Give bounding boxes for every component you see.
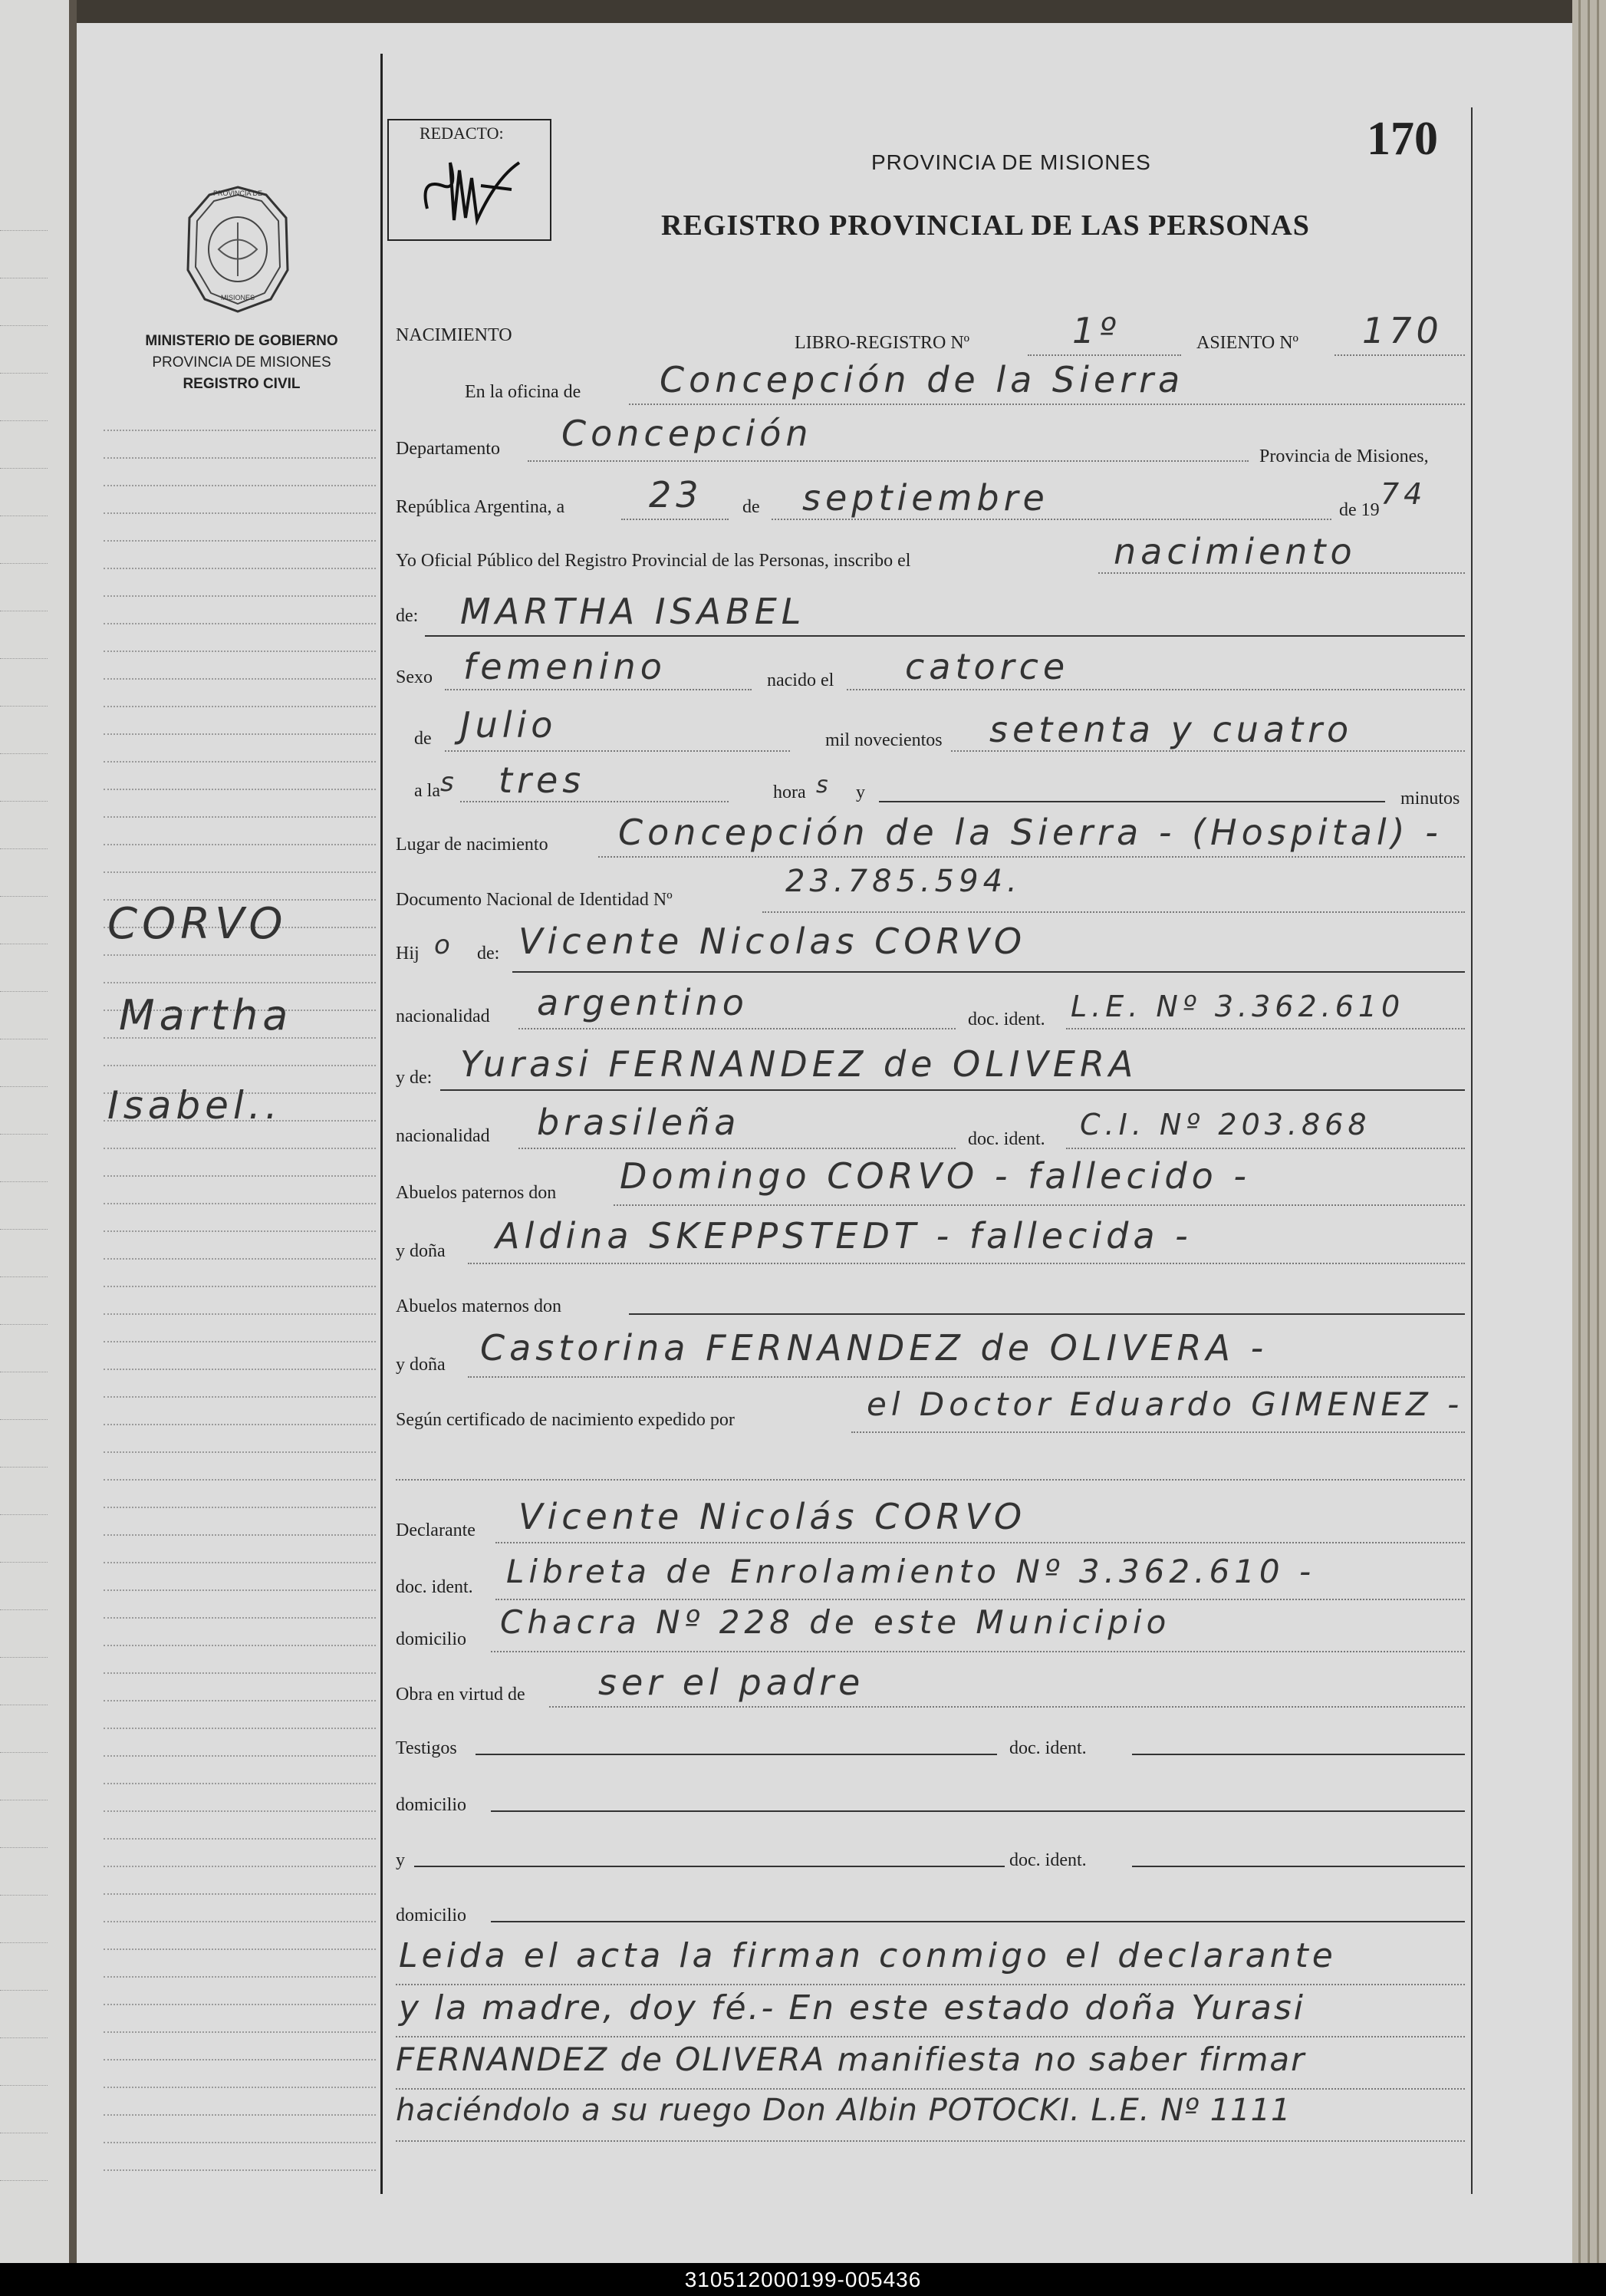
archive-bar bbox=[0, 2263, 1606, 2296]
left-page-ruled-line bbox=[0, 1086, 48, 1087]
value-anio: 74 bbox=[1381, 477, 1427, 511]
margin-ruled-line bbox=[104, 1976, 376, 1978]
value-hora-suffix: s bbox=[440, 767, 459, 798]
label-hora: hora bbox=[773, 782, 806, 802]
stamp-signature-icon bbox=[412, 147, 535, 232]
label-testigo2: y bbox=[396, 1850, 405, 1870]
left-page-ruled-line bbox=[0, 1562, 48, 1563]
margin-ruled-line bbox=[104, 816, 376, 818]
margin-ruled-line bbox=[104, 1562, 376, 1563]
value-declarante-doc: Libreta de Enrolamiento Nº 3.362.610 - bbox=[506, 1553, 1316, 1590]
label-nacido-el: nacido el bbox=[767, 670, 834, 690]
margin-ruled-line bbox=[104, 678, 376, 680]
value-acto: nacimiento bbox=[1114, 531, 1357, 572]
margin-ruled-line bbox=[104, 568, 376, 569]
margin-ruled-line bbox=[104, 1396, 376, 1398]
margin-ruled-line bbox=[104, 1921, 376, 1922]
margin-ruled-line bbox=[104, 1810, 376, 1812]
left-page-ruled-line bbox=[0, 1895, 48, 1896]
value-libro: 1º bbox=[1072, 310, 1121, 351]
label-de-nombre: de: bbox=[396, 606, 419, 626]
left-page-ruled-line bbox=[0, 1514, 48, 1515]
margin-ruled-line bbox=[104, 1534, 376, 1536]
margin-ruled-line bbox=[104, 512, 376, 514]
margin-ruled-line bbox=[104, 706, 376, 707]
left-page-ruled-line bbox=[0, 706, 48, 707]
label-nacionalidad-padre: nacionalidad bbox=[396, 1006, 490, 1026]
margin-ruled-line bbox=[104, 595, 376, 597]
margin-ruled-line bbox=[104, 430, 376, 431]
margin-ruled-line bbox=[104, 1313, 376, 1315]
margin-ruled-line bbox=[104, 457, 376, 459]
label-y-dona-materna: y doña bbox=[396, 1355, 446, 1375]
left-page-edge bbox=[0, 0, 69, 2263]
margin-ruled-line bbox=[104, 1341, 376, 1342]
value-asiento: 170 bbox=[1362, 310, 1443, 351]
margin-ruled-line bbox=[104, 1589, 376, 1591]
value-padre-nac: argentino bbox=[537, 982, 749, 1023]
value-padre-doc: L.E. Nº 3.362.610 bbox=[1071, 990, 1405, 1023]
label-yo-oficial: Yo Oficial Público del Registro Provincial de las Personas, inscribo el bbox=[396, 551, 911, 571]
margin-ruled-line bbox=[104, 1479, 376, 1481]
province-heading: PROVINCIA DE MISIONES bbox=[871, 150, 1151, 174]
margin-ruled-line bbox=[104, 1203, 376, 1204]
label-mil-novecientos: mil novecientos bbox=[825, 730, 943, 750]
label-declarante-doc: doc. ident. bbox=[396, 1577, 473, 1597]
left-page-ruled-line bbox=[0, 1419, 48, 1420]
left-page-ruled-line bbox=[0, 2037, 48, 2038]
margin-ruled-line bbox=[104, 761, 376, 763]
value-mes: septiembre bbox=[802, 477, 1049, 519]
margin-ruled-line bbox=[104, 1700, 376, 1701]
value-abuela-materna: Castorina FERNANDEZ de OLIVERA - bbox=[480, 1327, 1269, 1369]
label-lugar: Lugar de nacimiento bbox=[396, 835, 548, 855]
left-page-ruled-line bbox=[0, 1276, 48, 1277]
observation-line-3: FERNANDEZ de OLIVERA manifiesta no saber firmar bbox=[396, 2041, 1306, 2078]
page-number: 170 bbox=[1367, 113, 1438, 165]
value-abuelo-paterno: Domingo CORVO - fallecido - bbox=[620, 1155, 1251, 1197]
left-page-ruled-line bbox=[0, 1229, 48, 1230]
value-dia: 23 bbox=[649, 474, 703, 516]
margin-ruled-line bbox=[104, 1838, 376, 1840]
label-oficina: En la oficina de bbox=[465, 382, 581, 402]
margin-ruled-line bbox=[104, 623, 376, 624]
margin-ruled-line bbox=[104, 1286, 376, 1287]
margin-ruled-line bbox=[104, 1948, 376, 1950]
left-page-ruled-line bbox=[0, 658, 48, 659]
left-page-ruled-line bbox=[0, 1752, 48, 1753]
left-page-ruled-line bbox=[0, 1467, 48, 1468]
ministry-province: PROVINCIA DE MISIONES bbox=[152, 354, 331, 371]
value-madre: Yurasi FERNANDEZ de OLIVERA bbox=[460, 1043, 1138, 1085]
left-page-ruled-line bbox=[0, 1990, 48, 1991]
margin-ruled-line bbox=[104, 1451, 376, 1453]
value-hora-mark: s bbox=[816, 772, 833, 799]
margin-ruled-line bbox=[104, 1866, 376, 1867]
label-asiento: ASIENTO Nº bbox=[1196, 333, 1298, 353]
label-nacionalidad-madre: nacionalidad bbox=[396, 1126, 490, 1146]
redacto-stamp bbox=[387, 119, 551, 241]
value-certificado: el Doctor Eduardo GIMENEZ - bbox=[867, 1385, 1464, 1423]
label-testigo1-doc: doc. ident. bbox=[1009, 1738, 1087, 1758]
margin-ruled-line bbox=[104, 982, 376, 983]
value-sexo: femenino bbox=[463, 646, 666, 687]
margin-ruled-line bbox=[104, 1230, 376, 1232]
left-page-ruled-line bbox=[0, 801, 48, 802]
margin-ruled-line bbox=[104, 1065, 376, 1066]
margin-ruled-line bbox=[104, 1893, 376, 1895]
label-libro: LIBRO-REGISTRO Nº bbox=[795, 333, 970, 353]
label-abuelos-paternos: Abuelos paternos don bbox=[396, 1183, 557, 1203]
margin-ruled-line bbox=[104, 1728, 376, 1729]
left-page-ruled-line bbox=[0, 1181, 48, 1182]
margin-ruled-line bbox=[104, 1617, 376, 1619]
book-cover-edge bbox=[1572, 0, 1606, 2263]
margin-rule bbox=[380, 54, 383, 2194]
value-nombre: MARTHA ISABEL bbox=[460, 591, 806, 632]
label-segun: Según certificado de nacimiento expedido por bbox=[396, 1410, 735, 1430]
left-page-ruled-line bbox=[0, 753, 48, 754]
label-sexo: Sexo bbox=[396, 667, 433, 687]
left-page-ruled-line bbox=[0, 373, 48, 374]
left-page-ruled-line bbox=[0, 325, 48, 326]
left-page-ruled-line bbox=[0, 2085, 48, 2086]
seal-text-bottom: MISIONES bbox=[220, 294, 255, 301]
margin-note-name1: Martha bbox=[119, 991, 293, 1039]
value-departamento: Concepción bbox=[561, 413, 813, 454]
label-hijo: Hij bbox=[396, 944, 420, 964]
value-dni: 23.785.594. bbox=[785, 864, 1022, 899]
value-hijo-suffix: o bbox=[434, 930, 455, 960]
margin-ruled-line bbox=[104, 1755, 376, 1757]
registry-heading: REGISTRO PROVINCIAL DE LAS PERSONAS bbox=[661, 209, 1310, 242]
margin-ruled-line bbox=[104, 540, 376, 542]
value-oficina: Concepción de la Sierra bbox=[660, 359, 1185, 400]
label-testigo2-doc: doc. ident. bbox=[1009, 1850, 1087, 1870]
left-page-ruled-line bbox=[0, 1609, 48, 1610]
label-de-19: de 19 bbox=[1339, 500, 1380, 520]
margin-ruled-line bbox=[104, 2004, 376, 2005]
value-padre: Vicente Nicolas CORVO bbox=[518, 921, 1027, 962]
left-page-ruled-line bbox=[0, 848, 48, 849]
margin-ruled-line bbox=[104, 1369, 376, 1370]
label-doc-padre: doc. ident. bbox=[968, 1010, 1045, 1029]
label-y-dona-paterna: y doña bbox=[396, 1241, 446, 1261]
value-nacido-mes: Julio bbox=[460, 704, 558, 746]
left-page-ruled-line bbox=[0, 896, 48, 897]
left-page-ruled-line bbox=[0, 230, 48, 231]
label-dni: Documento Nacional de Identidad Nº bbox=[396, 890, 673, 910]
label-departamento: Departamento bbox=[396, 439, 500, 459]
margin-ruled-line bbox=[104, 1783, 376, 1784]
margin-ruled-line bbox=[104, 2059, 376, 2060]
value-obra: ser el padre bbox=[598, 1662, 865, 1703]
margin-ruled-line bbox=[104, 844, 376, 845]
margin-ruled-line bbox=[104, 1148, 376, 1149]
label-hijo-de: de: bbox=[477, 944, 500, 964]
margin-note-name2: Isabel.. bbox=[107, 1083, 282, 1128]
margin-ruled-line bbox=[104, 1424, 376, 1425]
value-declarante: Vicente Nicolás CORVO bbox=[518, 1496, 1027, 1537]
left-page-ruled-line bbox=[0, 1942, 48, 1943]
ministry-name: MINISTERIO DE GOBIERNO bbox=[145, 333, 338, 349]
value-abuela-paterna: Aldina SKEPPSTEDT - fallecida - bbox=[495, 1215, 1193, 1257]
label-de-mes: de bbox=[742, 497, 760, 517]
margin-ruled-line bbox=[104, 485, 376, 486]
left-page-ruled-line bbox=[0, 1134, 48, 1135]
margin-ruled-line bbox=[104, 1175, 376, 1177]
label-y-de: y de: bbox=[396, 1068, 433, 1088]
margin-ruled-line bbox=[104, 1672, 376, 1674]
left-page-ruled-line bbox=[0, 2180, 48, 2181]
margin-ruled-line bbox=[104, 1258, 376, 1260]
label-minutos: minutos bbox=[1400, 789, 1460, 809]
label-nacimiento: NACIMIENTO bbox=[396, 325, 512, 345]
observation-line-4: haciéndolo a su ruego Don Albin POTOCKI. L.E. Nº 1111 bbox=[396, 2093, 1292, 2128]
value-madre-doc: C.I. Nº 203.868 bbox=[1080, 1108, 1371, 1141]
margin-ruled-line bbox=[104, 2169, 376, 2171]
label-provincia: Provincia de Misiones, bbox=[1259, 446, 1429, 466]
label-abuelos-maternos: Abuelos maternos don bbox=[396, 1296, 561, 1316]
value-lugar: Concepción de la Sierra - (Hospital) - bbox=[618, 812, 1443, 853]
observation-line-1: Leida el acta la firman conmigo el declarante bbox=[399, 1936, 1337, 1975]
right-rule bbox=[1471, 107, 1473, 2194]
value-madre-nac: brasileña bbox=[537, 1102, 741, 1143]
left-page-ruled-line bbox=[0, 468, 48, 469]
left-page-ruled-line bbox=[0, 1324, 48, 1325]
left-page-ruled-line bbox=[0, 1847, 48, 1848]
margin-ruled-line bbox=[104, 1507, 376, 1508]
value-declarante-domicilio: Chacra Nº 228 de este Municipio bbox=[500, 1603, 1171, 1641]
left-page-ruled-line bbox=[0, 991, 48, 992]
label-testigo1-domicilio: domicilio bbox=[396, 1795, 466, 1815]
value-nacido-dia: catorce bbox=[905, 646, 1070, 687]
value-hora: tres bbox=[499, 759, 586, 801]
margin-ruled-line bbox=[104, 871, 376, 873]
seal-text-top: PROVINCIA DE bbox=[212, 189, 262, 197]
left-page-ruled-line bbox=[0, 1657, 48, 1658]
value-nacido-anio: setenta y cuatro bbox=[989, 709, 1354, 750]
label-republica: República Argentina, a bbox=[396, 497, 565, 517]
margin-ruled-line bbox=[104, 954, 376, 956]
label-obra: Obra en virtud de bbox=[396, 1685, 525, 1705]
book-spine bbox=[69, 0, 77, 2263]
margin-ruled-line bbox=[104, 1645, 376, 1646]
stamp-label: REDACTO: bbox=[420, 124, 504, 143]
label-a-la: a la bbox=[414, 781, 440, 801]
margin-ruled-line bbox=[104, 733, 376, 735]
margin-note-surname: CORVO bbox=[107, 899, 288, 949]
label-doc-madre: doc. ident. bbox=[968, 1129, 1045, 1149]
archive-code: 310512000199-005436 bbox=[684, 2268, 922, 2291]
observation-line-2: y la madre, doy fé.- En este estado doña Yurasi bbox=[399, 1988, 1306, 2028]
label-declarante: Declarante bbox=[396, 1520, 476, 1540]
label-de-nacido: de bbox=[414, 729, 432, 749]
margin-ruled-line bbox=[104, 2031, 376, 2033]
left-page-ruled-line bbox=[0, 563, 48, 564]
label-y-minutos: y bbox=[856, 782, 865, 802]
margin-ruled-line bbox=[104, 789, 376, 790]
left-page-ruled-line bbox=[0, 420, 48, 421]
label-testigo2-domicilio: domicilio bbox=[396, 1906, 466, 1925]
margin-ruled-line bbox=[104, 651, 376, 652]
label-declarante-domicilio: domicilio bbox=[396, 1629, 466, 1649]
ministry-registry: REGISTRO CIVIL bbox=[183, 376, 301, 392]
margin-ruled-line bbox=[104, 2087, 376, 2088]
margin-ruled-line bbox=[104, 2114, 376, 2116]
label-testigos: Testigos bbox=[396, 1738, 457, 1758]
margin-ruled-line bbox=[104, 2142, 376, 2143]
